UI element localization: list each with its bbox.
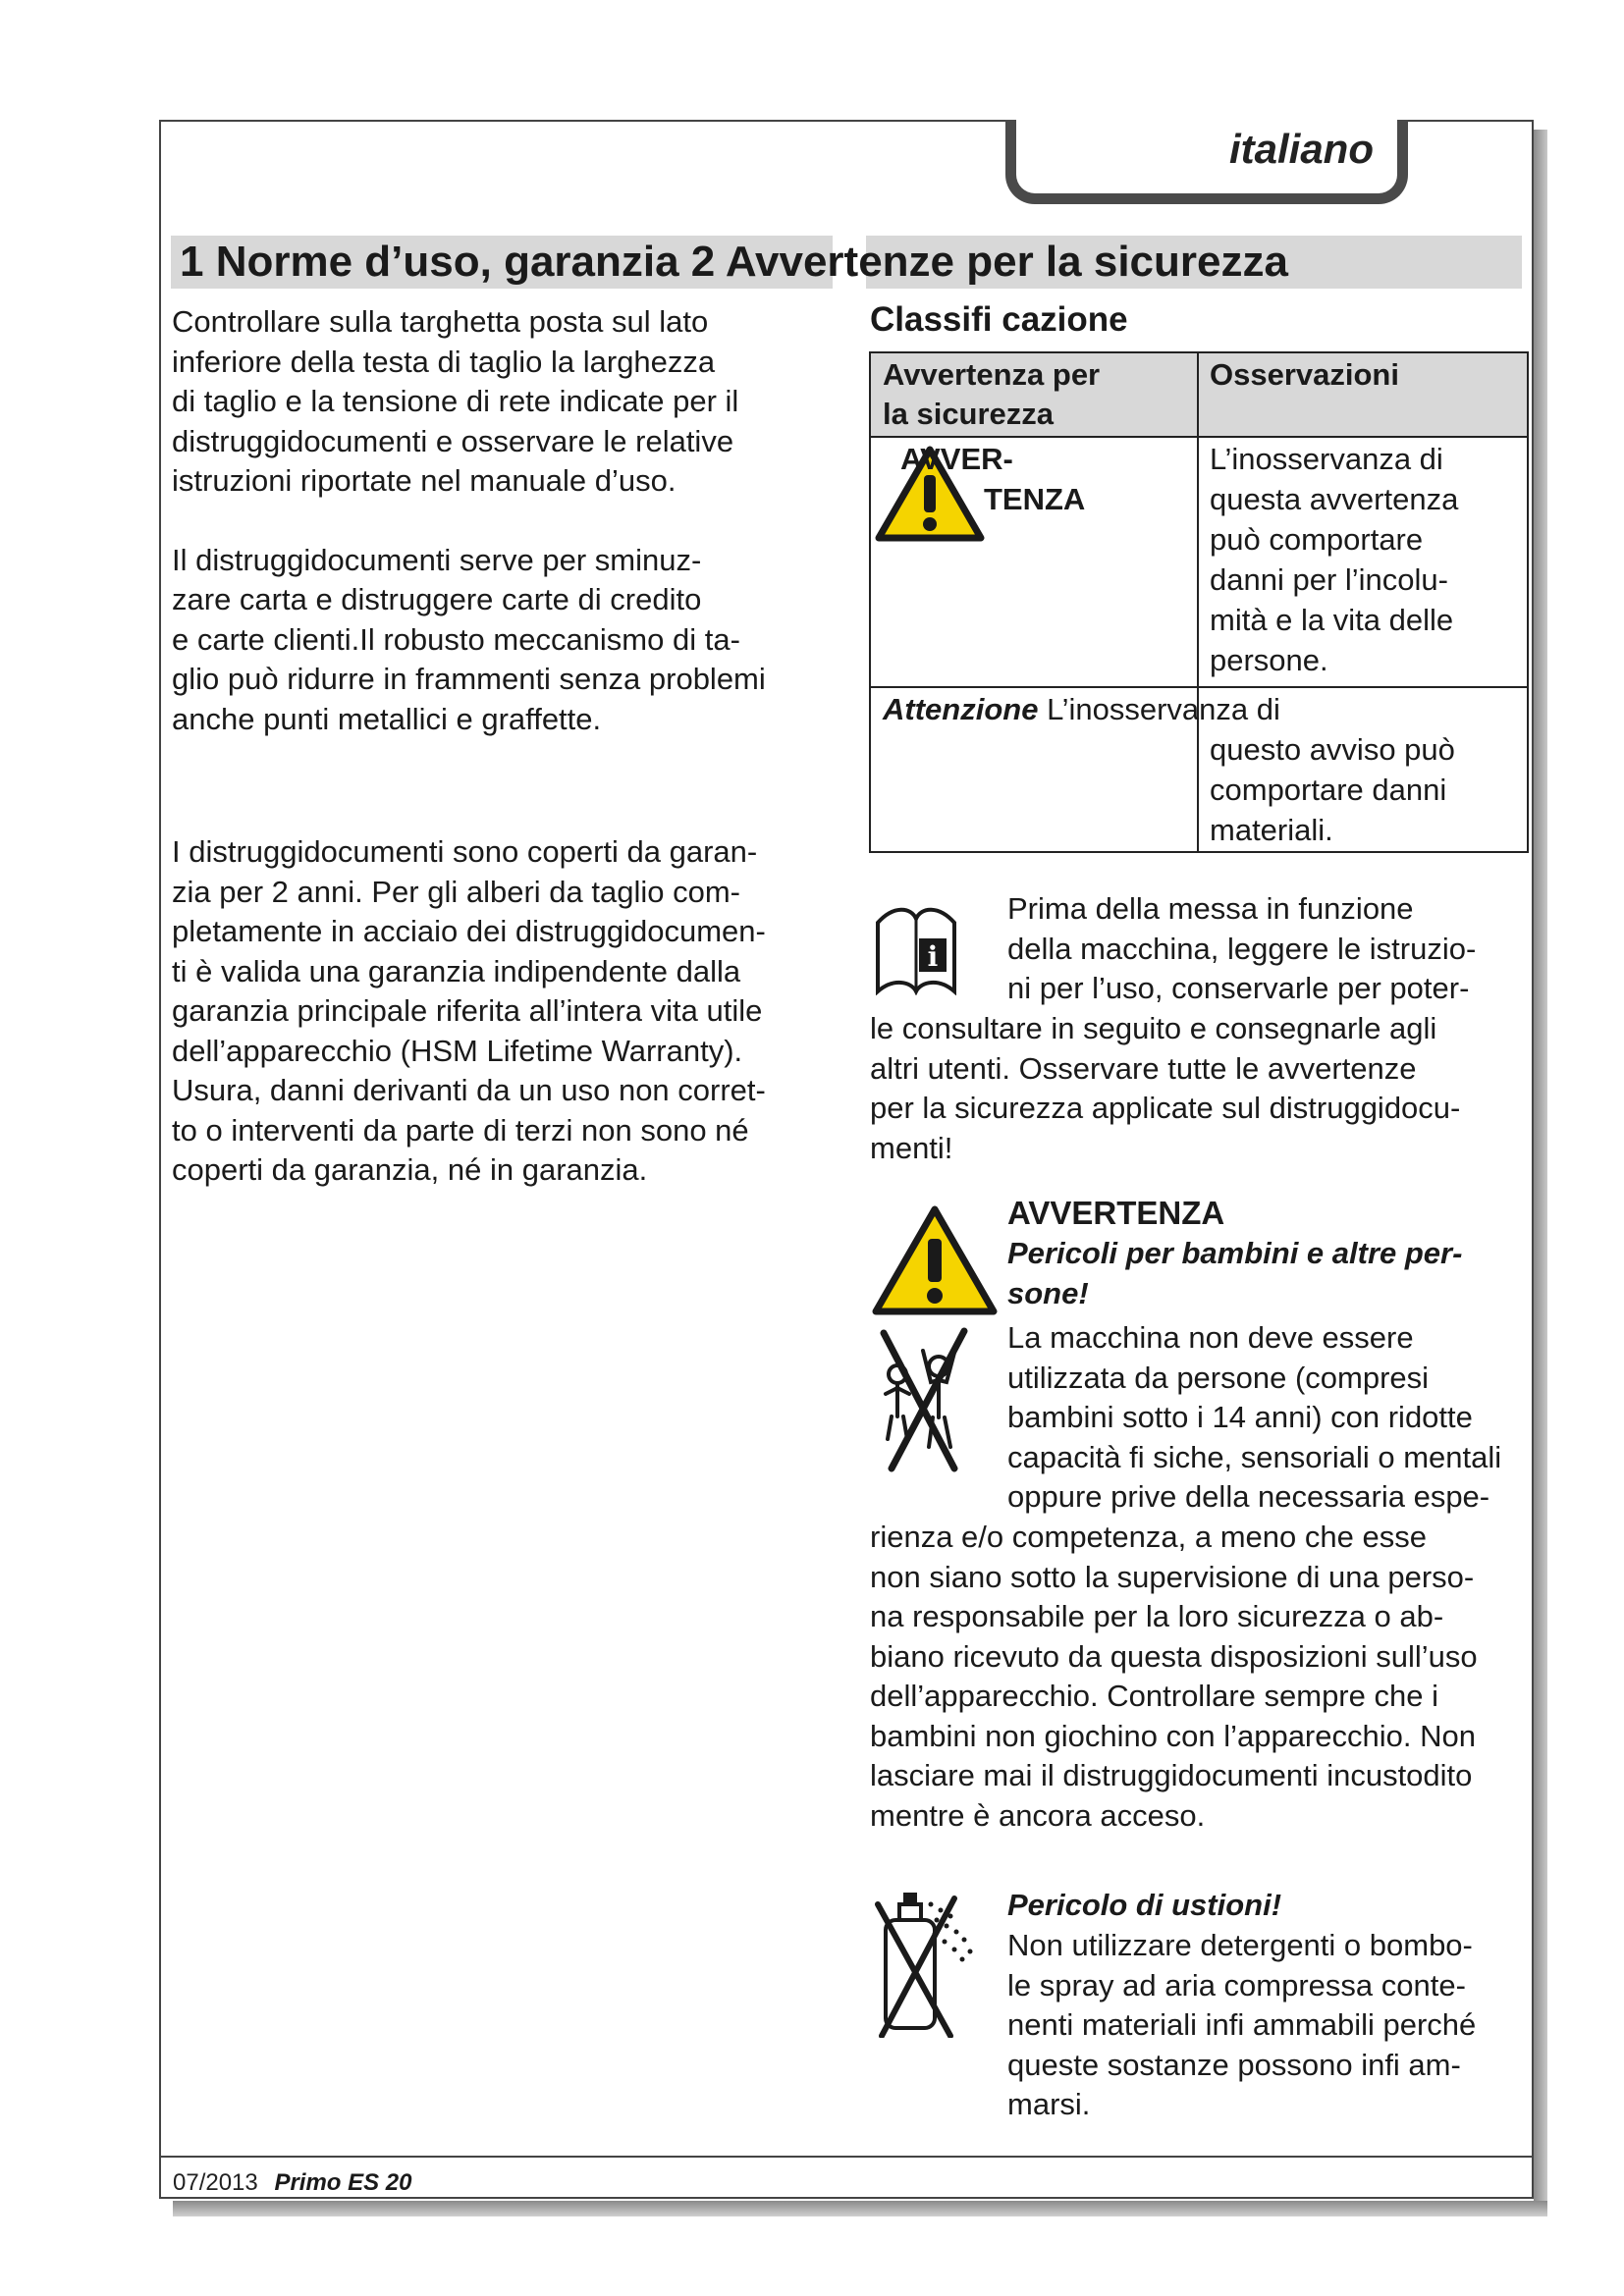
warning-text-full: rienza e/o competenza, a meno che esse non siano sotto la supervisione di una perso- na responsabile per la loro sicurezza o ab- biano ricevuto da questa disposizioni sull’uso dell’apparecchio. Controllare sempre che i bambini non giochino con l’apparecchio. Non lasciare mai il distruggidocumenti incustodito mentre è ancora acceso. <box>870 1520 1478 1833</box>
page-shadow-right <box>1534 130 1547 2216</box>
footer-model: Primo ES 20 <box>274 2169 412 2196</box>
text-line: garanzia principale riferita all’intera vita utile <box>172 993 763 1028</box>
paragraph-usage <box>172 302 830 502</box>
text-line: to o interventi da parte di terzi non sono né <box>172 1112 749 1148</box>
text-line: I distruggidocumenti sono coperti da garan- <box>172 834 758 869</box>
text-line: inferiore della testa di taglio la larghezza <box>172 344 716 379</box>
paragraph-warranty <box>172 832 830 1191</box>
text-line: dell’apparecchio (HSM Lifetime Warranty). <box>172 1033 743 1068</box>
footer-date: 07/2013 <box>173 2169 258 2196</box>
text-line: ti è valida una garanzia indipendente dalla <box>172 953 741 988</box>
footer <box>173 2169 412 2197</box>
text-line: zare carta e distruggere carte di credito <box>172 582 702 616</box>
text-line: e carte clienti.Il robusto meccanismo di ta- <box>172 621 740 657</box>
text-line: Controllare sulla targhetta posta sul lato <box>172 304 709 339</box>
language-label: italiano <box>1228 126 1374 172</box>
text-line: coperti da garanzia, né in garanzia. <box>172 1152 648 1187</box>
classification-heading: Classifi cazione <box>870 300 1128 339</box>
text-line: distruggidocumenti e osservare le relative <box>172 423 734 458</box>
row1-remarks: L’inosservanza di questa avvertenza può comportare danni per l’incolu- mità e la vita delle persone. <box>1210 442 1459 677</box>
table-header-col1: Avvertenza per la sicurezza <box>883 357 1101 431</box>
info-text-indented: Prima della messa in funzione della macchina, leggere le istruzio- ni per l’uso, conservarle per poter- <box>1007 891 1477 1005</box>
text-line: pletamente in acciaio dei distruggidocumen- <box>172 914 766 948</box>
row2-label: Attenzione L’inosservanza di <box>883 692 1280 726</box>
footer-divider <box>159 2156 1534 2158</box>
warning-subtitle: Pericoli per bambini e altre per- sone! <box>1007 1236 1463 1310</box>
text-line: Usura, danni derivanti da un uso non corret- <box>172 1073 766 1107</box>
manual-info-icon <box>872 897 960 995</box>
language-tab <box>1005 120 1408 204</box>
row1-label-line2: TENZA <box>984 482 1086 516</box>
text-line: istruzioni riportate nel manuale d’uso. <box>172 463 677 498</box>
page-shadow-bottom <box>173 2201 1547 2216</box>
text-line: zia per 2 anni. Per gli alberi da taglio com- <box>172 874 740 909</box>
paragraph-purpose <box>172 541 830 740</box>
no-spray-can-icon <box>872 1891 998 2038</box>
text-line: di taglio e la tensione di rete indicate per il <box>172 384 739 418</box>
table-row-divider <box>871 686 1527 688</box>
svg-text:i: i <box>927 940 939 973</box>
warning-text-indented: La macchina non deve essere utilizzata da persone (compresi bambini sotto i 14 anni) con ridotte capacità fi siche, sensoriali o mentali oppure prive della necessaria espe- <box>1007 1320 1502 1514</box>
text-line: anche punti metallici e graffette. <box>172 701 602 736</box>
row1-label-line1: AVVER- <box>900 442 1013 476</box>
warning-triangle-icon <box>872 1205 998 1315</box>
classification-table <box>869 351 1529 853</box>
left-column <box>172 302 830 1191</box>
row2-remarks: questo avviso può comportare danni materiali. <box>1210 732 1455 847</box>
section-title: 1 Norme d’uso, garanzia 2 Avvertenze per la sicurezza <box>180 238 1288 286</box>
table-header-col2: Osservazioni <box>1210 357 1399 392</box>
no-children-icon <box>870 1323 974 1472</box>
table-column-divider <box>1197 353 1199 851</box>
info-text-full: le consultare in seguito e consegnarle agli altri utenti. Osservare tutte le avvertenze per la sicurezza applicate sul distruggidocu- menti! <box>870 1011 1461 1165</box>
text-line: glio può ridurre in frammenti senza problemi <box>172 662 766 696</box>
burn-text: Non utilizzare detergenti o bombo- le spray ad aria compressa conte- nenti materiali infi ammabili perché queste sostanze possono infi am- marsi. <box>1007 1928 1477 2121</box>
burn-title: Pericolo di ustioni! <box>1007 1888 1282 1922</box>
warning-title: AVVERTENZA <box>1007 1195 1225 1231</box>
text-line: Il distruggidocumenti serve per sminuz- <box>172 542 702 577</box>
